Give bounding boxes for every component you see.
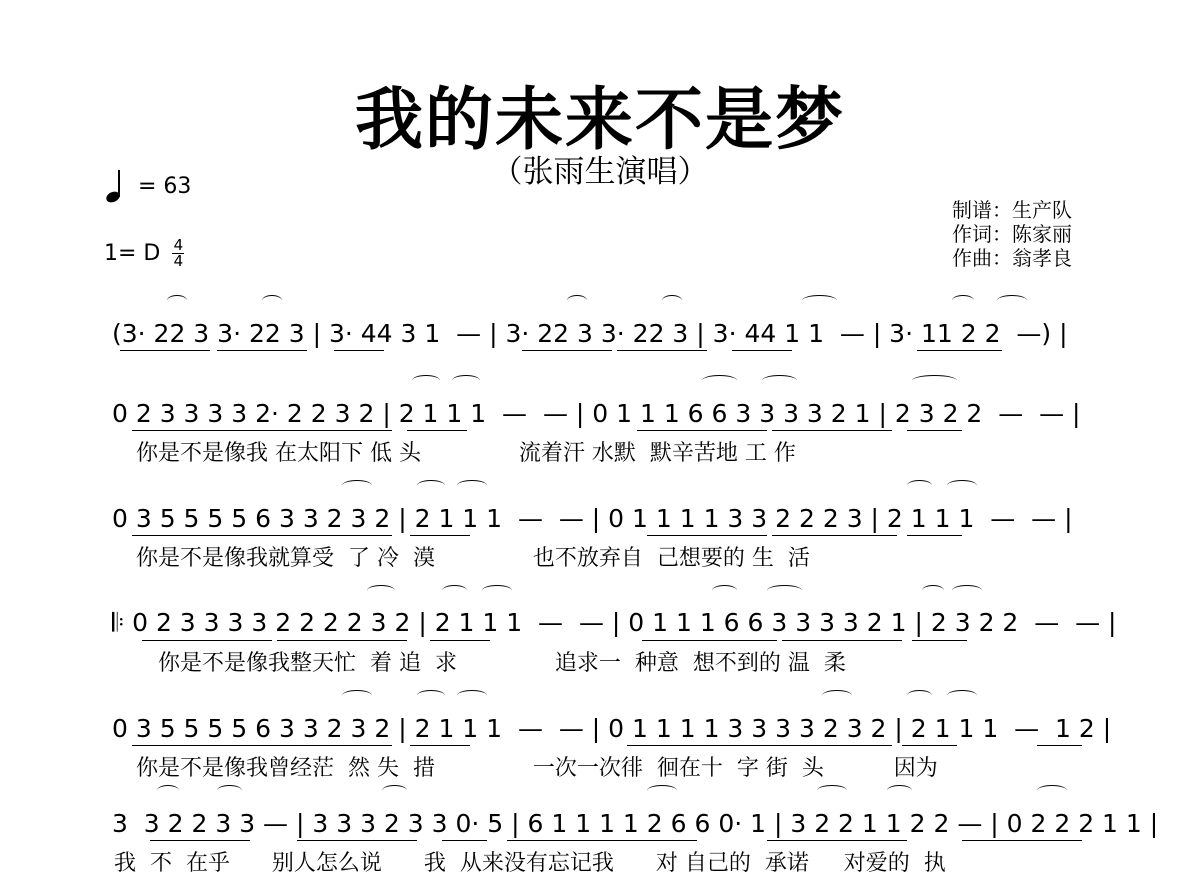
staff-notes: 𝄆 0 2 3 3 3 3 2 2 2 2 3 2 | 2 1 1 1 — — | 0 1 1 1 6 6 3 3 3 3 2 1 | 2 3 2 2 — — | bbox=[112, 608, 1117, 637]
time-signature-bottom: 4 bbox=[173, 252, 184, 270]
tempo-marking bbox=[106, 170, 191, 202]
credit-lyricist: 作词：陈家丽 bbox=[952, 222, 1072, 246]
staff-line-5 bbox=[112, 685, 1112, 781]
slur-marks bbox=[112, 290, 1102, 310]
lyrics: 你是不是像我 在太阳下 低 头 流着汗 水默 默辛苦地 工 作 bbox=[136, 441, 796, 466]
lyrics: 你是不是像我曾经茫 然 失 措 一次一次徘 徊在十 字 街 头 因为 bbox=[136, 756, 938, 781]
slur-marks bbox=[112, 685, 1102, 705]
staff-notes: (3· 22 3 3· 22 3 | 3· 44 3 1 — | 3· 22 3 3· 22 3 | 3· 44 1 1 — | 3· 11 2 2 —) | bbox=[112, 318, 1068, 348]
staff-line-2 bbox=[112, 370, 1102, 466]
credit-composer: 作曲：翁孝良 bbox=[952, 246, 1072, 270]
staff-notes: 0 3 5 5 5 5 6 3 3 2 3 2 | 2 1 1 1 — — | 0 1 1 1 1 3 3 3 3 2 3 2 | 2 1 1 1 — 1 2 | bbox=[112, 713, 1112, 743]
staff-line-6 bbox=[112, 780, 1159, 876]
key-signature bbox=[104, 238, 184, 269]
staff-line-1 bbox=[112, 290, 1102, 380]
beam-lines bbox=[112, 350, 1102, 360]
staff-notes: 0 2 3 3 3 3 2· 2 2 3 2 | 2 1 1 1 — — | 0 1 1 1 6 6 3 3 3 3 2 1 | 2 3 2 2 — — | bbox=[112, 398, 1081, 428]
staff-notes: 0 3 5 5 5 5 6 3 3 2 3 2 | 2 1 1 1 — — | 0 1 1 1 1 3 3 2 2 2 3 | 2 1 1 1 — — | bbox=[112, 503, 1073, 533]
lyrics: 你是不是像我整天忙 着 追 求 追求一 种意 想不到的 温 柔 bbox=[158, 651, 846, 676]
slur-marks bbox=[112, 580, 1102, 600]
credits bbox=[952, 198, 1072, 270]
slur-marks bbox=[112, 370, 1102, 390]
tempo-value: = 63 bbox=[138, 173, 192, 199]
time-signature-top: 4 bbox=[173, 236, 184, 254]
performer-subtitle: （张雨生演唱） bbox=[491, 154, 709, 190]
slur-marks bbox=[112, 780, 1102, 800]
quarter-note-icon bbox=[106, 170, 124, 202]
lyrics: 你是不是像我就算受 了 冷 漠 也不放弃自 己想要的 生 活 bbox=[136, 546, 810, 571]
staff-line-3 bbox=[112, 475, 1102, 571]
credit-transcriber: 制谱：生产队 bbox=[952, 198, 1072, 222]
slur-marks bbox=[112, 475, 1102, 495]
song-title: 我的未来不是梦 bbox=[354, 81, 845, 160]
staff-notes: 3 3 2 2 3 3 — | 3 3 3 2 3 3 0· 5 | 6 1 1 1 1 2 6 6 0· 1 | 3 2 2 1 1 2 2 — | 0 2 2 2 1 1 | bbox=[112, 808, 1159, 838]
lyrics: 我 不 在乎 别人怎么说 我 从来没有忘记我 对 自己的 承诺 对爱的 执 bbox=[114, 851, 946, 876]
time-signature bbox=[172, 238, 184, 269]
key-text: 1= D bbox=[104, 241, 161, 266]
staff-line-4 bbox=[112, 580, 1117, 676]
